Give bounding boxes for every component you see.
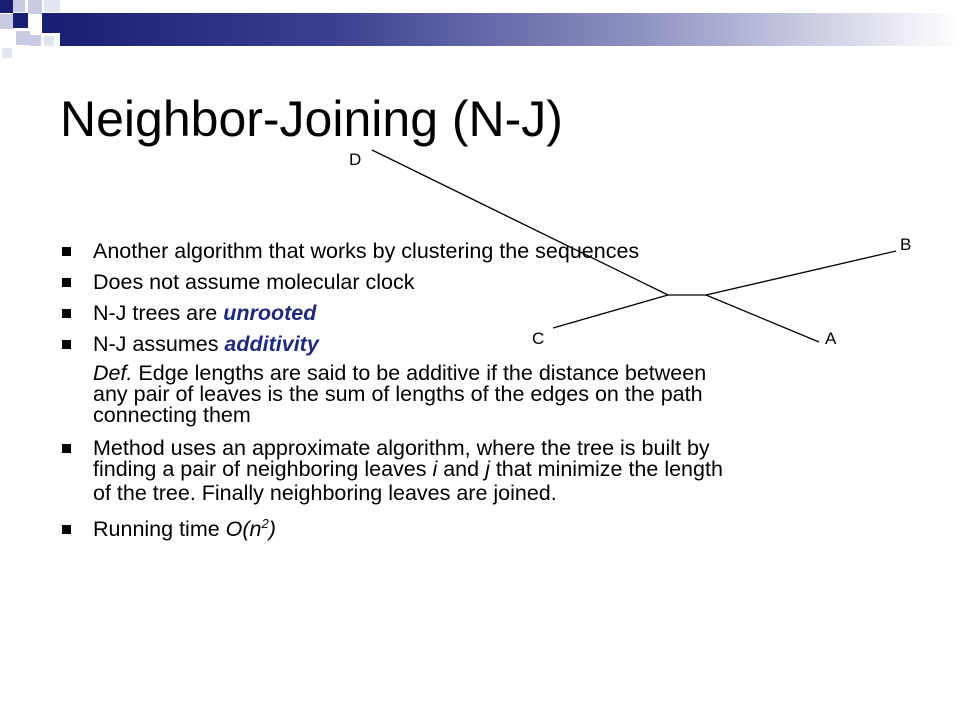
bullet-text: Another algorithm that works by clustering the sequences	[93, 239, 640, 263]
leaf-label-a: A	[825, 329, 837, 348]
definition-block	[60, 363, 920, 426]
definition-text-1: Edge lengths are said to be additive if the distance between	[132, 361, 707, 385]
method-line-2b: and	[437, 457, 486, 481]
keyword-unrooted: unrooted	[223, 301, 317, 325]
method-var-i: i	[432, 457, 438, 481]
method-line-2a: finding a pair of neighboring leaves	[93, 457, 433, 481]
bullet-marker	[62, 340, 71, 349]
bullet-marker	[62, 525, 71, 534]
running-time-text	[93, 515, 920, 541]
big-o-close: )	[268, 517, 276, 541]
definition-line-2: any pair of leaves is the sum of lengths of the edges on the path	[93, 382, 703, 406]
leaf-label-b: B	[900, 235, 912, 254]
definition-line-1	[93, 363, 920, 384]
bullet-text: Does not assume molecular clock	[93, 270, 415, 294]
leaf-label-c: C	[532, 329, 545, 348]
method-line-3: of the tree. Finally neighboring leaves are joined.	[93, 481, 557, 505]
big-o-base: O(n	[225, 517, 262, 541]
leaf-label-d: D	[349, 150, 362, 169]
method-var-j: j	[485, 457, 490, 481]
bullet-marker	[62, 247, 71, 256]
bullet-prefix: N-J trees are	[93, 301, 224, 325]
big-o-notation	[226, 517, 276, 541]
keyword-additivity: additivity	[224, 332, 319, 356]
bullet-item	[60, 334, 920, 355]
bullet-marker	[62, 309, 71, 318]
bullet-marker	[62, 278, 71, 287]
method-line-1: Method uses an approximate algorithm, where the tree is built by	[93, 436, 710, 460]
bullet-item	[60, 303, 920, 324]
definition-line-3: connecting them	[93, 403, 251, 427]
running-time-prefix: Running time	[93, 517, 226, 541]
method-line-2c: that minimize the length	[489, 457, 723, 481]
bullet-item	[60, 272, 920, 293]
bullet-list	[60, 241, 920, 540]
bullet-text	[93, 303, 920, 324]
slide-title: Neighbor-Joining (N-J)	[60, 91, 563, 147]
definition-label: Def.	[93, 361, 133, 385]
bullet-text	[93, 334, 920, 355]
bullet-item-method	[60, 438, 920, 507]
bullet-item	[60, 241, 920, 262]
bullet-marker	[62, 444, 71, 453]
big-o-exponent: 2	[261, 515, 269, 531]
bullet-prefix: N-J assumes	[93, 332, 225, 356]
bullet-item-running-time	[60, 515, 920, 541]
method-line-2	[93, 459, 920, 480]
